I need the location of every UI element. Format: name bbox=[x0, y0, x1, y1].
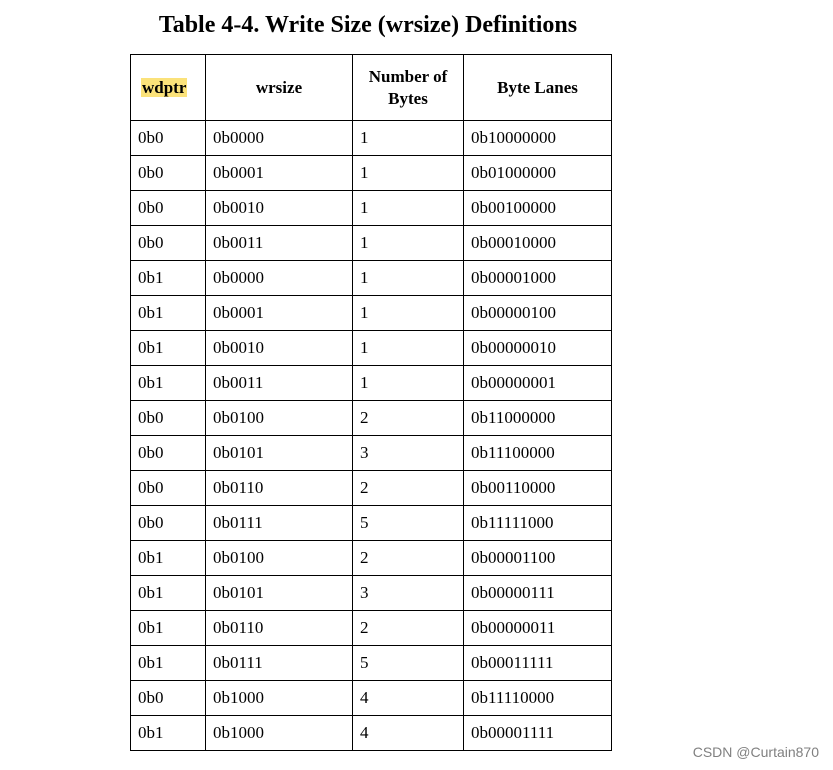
cell-wrsize: 0b0111 bbox=[206, 646, 353, 681]
cell-byte-lanes: 0b00000100 bbox=[464, 296, 612, 331]
cell-wdptr: 0b1 bbox=[131, 541, 206, 576]
cell-byte-lanes: 0b00011111 bbox=[464, 646, 612, 681]
table-row bbox=[131, 296, 612, 331]
header-byte-lanes: Byte Lanes bbox=[464, 55, 612, 121]
cell-number-of-bytes: 3 bbox=[353, 576, 464, 611]
cell-wrsize: 0b0111 bbox=[206, 506, 353, 541]
cell-number-of-bytes: 1 bbox=[353, 191, 464, 226]
cell-wdptr: 0b0 bbox=[131, 156, 206, 191]
cell-number-of-bytes: 1 bbox=[353, 121, 464, 156]
table-row bbox=[131, 506, 612, 541]
cell-wrsize: 0b0011 bbox=[206, 226, 353, 261]
table-row bbox=[131, 646, 612, 681]
cell-wdptr: 0b0 bbox=[131, 121, 206, 156]
table-row bbox=[131, 471, 612, 506]
cell-wrsize: 0b0011 bbox=[206, 366, 353, 401]
table-row bbox=[131, 331, 612, 366]
table-row bbox=[131, 261, 612, 296]
cell-byte-lanes: 0b10000000 bbox=[464, 121, 612, 156]
cell-wdptr: 0b1 bbox=[131, 331, 206, 366]
table-title: Table 4-4. Write Size (wrsize) Definitions bbox=[158, 12, 578, 38]
cell-byte-lanes: 0b11110000 bbox=[464, 681, 612, 716]
cell-wrsize: 0b0101 bbox=[206, 436, 353, 471]
table-row bbox=[131, 611, 612, 646]
header-wrsize: wrsize bbox=[206, 55, 353, 121]
cell-wdptr: 0b0 bbox=[131, 401, 206, 436]
header-number-of-bytes-text: Number of Bytes bbox=[368, 66, 448, 108]
cell-wrsize: 0b0101 bbox=[206, 576, 353, 611]
table-row bbox=[131, 121, 612, 156]
table-row bbox=[131, 156, 612, 191]
cell-byte-lanes: 0b00000001 bbox=[464, 366, 612, 401]
cell-byte-lanes: 0b00001111 bbox=[464, 716, 612, 751]
cell-wrsize: 0b0010 bbox=[206, 191, 353, 226]
cell-number-of-bytes: 1 bbox=[353, 331, 464, 366]
cell-byte-lanes: 0b00001000 bbox=[464, 261, 612, 296]
cell-byte-lanes: 0b11111000 bbox=[464, 506, 612, 541]
cell-wdptr: 0b1 bbox=[131, 296, 206, 331]
cell-wdptr: 0b0 bbox=[131, 681, 206, 716]
table-row bbox=[131, 716, 612, 751]
cell-byte-lanes: 0b01000000 bbox=[464, 156, 612, 191]
cell-byte-lanes: 0b11100000 bbox=[464, 436, 612, 471]
cell-wrsize: 0b0010 bbox=[206, 331, 353, 366]
table-row bbox=[131, 191, 612, 226]
cell-number-of-bytes: 1 bbox=[353, 156, 464, 191]
cell-number-of-bytes: 1 bbox=[353, 226, 464, 261]
cell-byte-lanes: 0b00010000 bbox=[464, 226, 612, 261]
header-number-of-bytes bbox=[353, 55, 464, 121]
cell-wrsize: 0b0100 bbox=[206, 401, 353, 436]
cell-byte-lanes: 0b00000111 bbox=[464, 576, 612, 611]
cell-number-of-bytes: 2 bbox=[353, 401, 464, 436]
cell-number-of-bytes: 1 bbox=[353, 296, 464, 331]
cell-number-of-bytes: 5 bbox=[353, 506, 464, 541]
cell-wdptr: 0b1 bbox=[131, 261, 206, 296]
cell-wdptr: 0b1 bbox=[131, 611, 206, 646]
cell-wrsize: 0b1000 bbox=[206, 681, 353, 716]
cell-number-of-bytes: 4 bbox=[353, 681, 464, 716]
cell-wrsize: 0b0110 bbox=[206, 471, 353, 506]
cell-wdptr: 0b1 bbox=[131, 646, 206, 681]
cell-number-of-bytes: 5 bbox=[353, 646, 464, 681]
highlighted-header-text: wdptr bbox=[142, 77, 187, 97]
cell-wdptr: 0b1 bbox=[131, 716, 206, 751]
cell-number-of-bytes: 3 bbox=[353, 436, 464, 471]
table-row bbox=[131, 681, 612, 716]
cell-wrsize: 0b0001 bbox=[206, 296, 353, 331]
cell-wdptr: 0b1 bbox=[131, 576, 206, 611]
table-row bbox=[131, 436, 612, 471]
cell-number-of-bytes: 2 bbox=[353, 611, 464, 646]
cell-wrsize: 0b0100 bbox=[206, 541, 353, 576]
table-row bbox=[131, 541, 612, 576]
cell-wdptr: 0b0 bbox=[131, 226, 206, 261]
cell-number-of-bytes: 1 bbox=[353, 366, 464, 401]
table-row bbox=[131, 401, 612, 436]
cell-wrsize: 0b0110 bbox=[206, 611, 353, 646]
cell-byte-lanes: 0b00001100 bbox=[464, 541, 612, 576]
write-size-table bbox=[130, 54, 612, 751]
cell-number-of-bytes: 1 bbox=[353, 261, 464, 296]
cell-wdptr: 0b1 bbox=[131, 366, 206, 401]
cell-wrsize: 0b0000 bbox=[206, 261, 353, 296]
watermark: CSDN @Curtain870 bbox=[692, 744, 819, 760]
cell-wdptr: 0b0 bbox=[131, 436, 206, 471]
cell-wdptr: 0b0 bbox=[131, 506, 206, 541]
cell-wrsize: 0b0001 bbox=[206, 156, 353, 191]
cell-byte-lanes: 0b00000010 bbox=[464, 331, 612, 366]
cell-byte-lanes: 0b00110000 bbox=[464, 471, 612, 506]
cell-number-of-bytes: 4 bbox=[353, 716, 464, 751]
cell-number-of-bytes: 2 bbox=[353, 471, 464, 506]
cell-wdptr: 0b0 bbox=[131, 471, 206, 506]
table-row bbox=[131, 576, 612, 611]
table-body bbox=[131, 121, 612, 751]
table-header-row bbox=[131, 55, 612, 121]
cell-wdptr: 0b0 bbox=[131, 191, 206, 226]
header-wdptr bbox=[131, 55, 206, 121]
cell-wrsize: 0b1000 bbox=[206, 716, 353, 751]
cell-number-of-bytes: 2 bbox=[353, 541, 464, 576]
table-row bbox=[131, 366, 612, 401]
cell-byte-lanes: 0b11000000 bbox=[464, 401, 612, 436]
cell-wrsize: 0b0000 bbox=[206, 121, 353, 156]
cell-byte-lanes: 0b00000011 bbox=[464, 611, 612, 646]
table-row bbox=[131, 226, 612, 261]
cell-byte-lanes: 0b00100000 bbox=[464, 191, 612, 226]
